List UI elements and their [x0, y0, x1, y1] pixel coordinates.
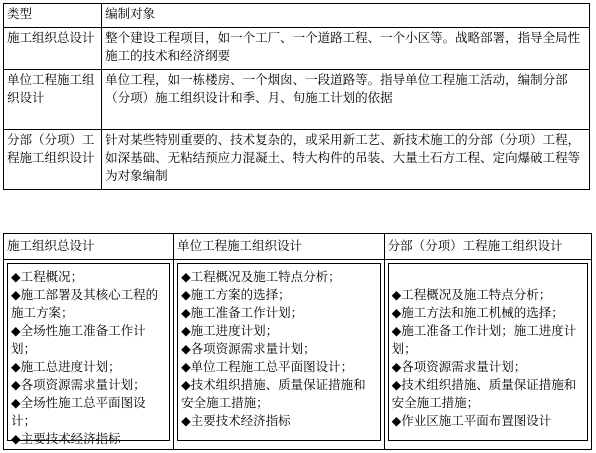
list-item: ◆作业区施工平面布置图设计	[391, 413, 552, 428]
content-box	[7, 263, 170, 446]
list-item: ◆工程概况；	[11, 269, 84, 284]
table-header-row	[4, 4, 590, 28]
list-item: ◆施工准备工作计划；施工进度计划；	[391, 323, 577, 356]
list-item: ◆技术组织措施、质量保证措施和安全施工措施；	[181, 377, 366, 410]
table-row	[4, 70, 590, 130]
row-object: 针对某些特别重要的、技术复杂的，或采用新工艺、新技术施工的分部（分项）工程，如深基础、无粘结预应力混凝土、特大构件的吊装、大量土石方工程、定向爆破工程等为对象编制	[102, 130, 590, 190]
header-unit-design: 单位工程施工组织设计	[174, 234, 385, 260]
list-item: ◆主要技术经济指标	[11, 431, 121, 446]
content-box	[388, 263, 588, 441]
list-item: ◆工程概况及施工特点分析；	[391, 287, 552, 302]
list-item: ◆施工方案的选择；	[181, 287, 291, 302]
row-object: 单位工程，如一栋楼房、一个烟囱、一段道路等。指导单位工程施工活动，编制分部（分项）施工组织设计和季、月、旬施工计划的依据	[102, 70, 590, 130]
list-item: ◆技术组织措施、质量保证措施和安全施工措施；	[391, 377, 577, 410]
list-item: ◆施工部署及其核心工程的施工方案；	[11, 287, 159, 320]
row-type: 施工组织总设计	[4, 28, 102, 70]
list-item: ◆各项资源需求量计划；	[11, 377, 146, 392]
design-contents-table	[3, 233, 592, 450]
table-header-row	[4, 234, 592, 260]
table-row	[4, 130, 590, 190]
list-item: ◆单位工程施工总平面图设计；	[181, 359, 354, 374]
row-type: 单位工程施工组织设计	[4, 70, 102, 130]
list-item: ◆各项资源需求量计划；	[181, 341, 316, 356]
list-item: ◆全场性施工准备工作计划；	[11, 323, 146, 356]
table-row	[4, 260, 592, 450]
row-object: 整个建设工程项目，如一个工厂、一个道路工程、一个小区等。战略部署，指导全局性施工的技术和经济纲要	[102, 28, 590, 70]
list-item: ◆工程概况及施工特点分析；	[181, 269, 341, 284]
list-item: ◆施工进度计划；	[181, 323, 279, 338]
list-item: ◆各项资源需求量计划；	[391, 359, 527, 374]
list-item: ◆施工总进度计划；	[11, 359, 121, 374]
header-sub-design: 分部（分项）工程施工组织设计	[384, 234, 591, 260]
list-item: ◆施工方法和施工机械的选择；	[391, 305, 564, 320]
header-general-design: 施工组织总设计	[4, 234, 174, 260]
construction-design-types-table	[3, 3, 590, 190]
row-type: 分部（分项）工程施工组织设计	[4, 130, 102, 190]
content-box	[177, 263, 381, 441]
sub-design-contents	[384, 260, 591, 450]
general-design-contents	[4, 260, 174, 450]
list-item: ◆全场性施工总平面图设计；	[11, 395, 146, 428]
table-row	[4, 28, 590, 70]
list-item: ◆主要技术经济指标	[181, 413, 291, 428]
header-object: 编制对象	[102, 4, 590, 28]
list-item: ◆施工准备工作计划；	[181, 305, 304, 320]
header-type: 类型	[4, 4, 102, 28]
unit-design-contents	[174, 260, 385, 450]
